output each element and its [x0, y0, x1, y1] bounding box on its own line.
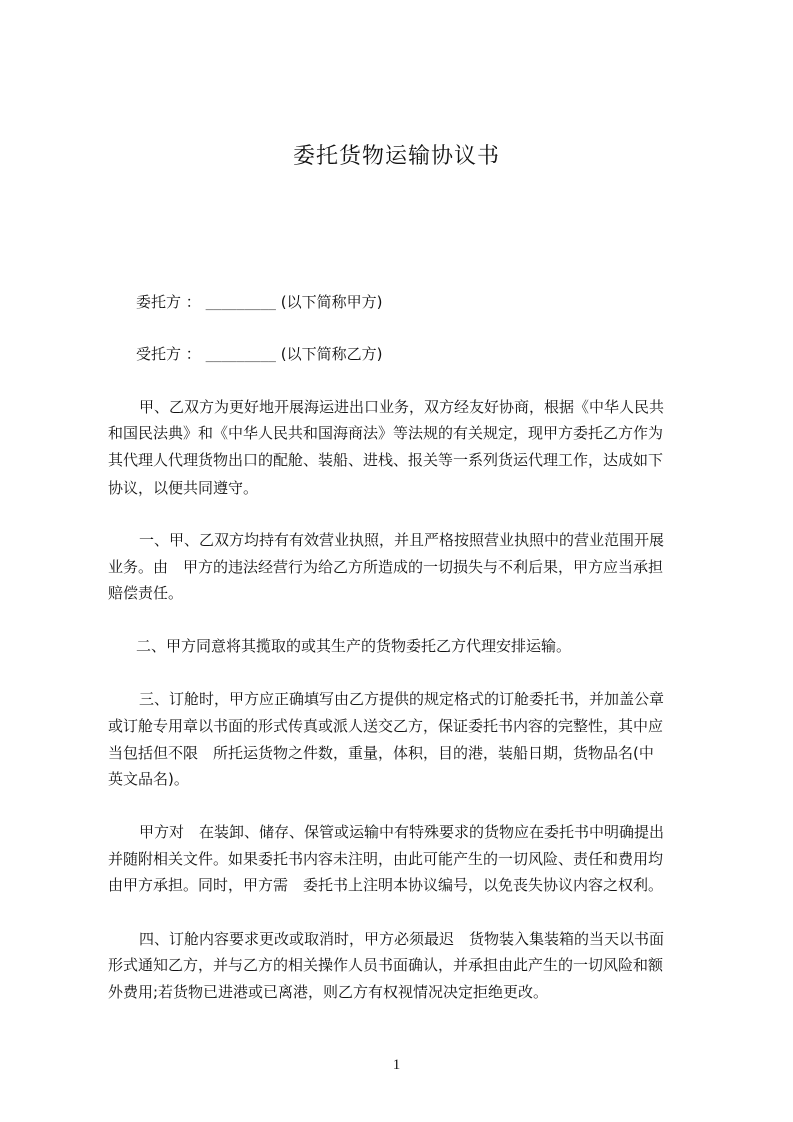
paragraph-line: 形式通知乙方，并与乙方的相关操作人员书面确认，并承担由此产生的一切风险和额 [108, 956, 664, 974]
party-agent-note: (以下简称乙方) [280, 345, 383, 363]
paragraph-line: 一、甲、乙双方均持有有效营业执照，并且严格按照营业执照中的营业范围开展 [139, 531, 665, 549]
party-agent-label: 受托方 ： [136, 345, 201, 363]
paragraph-line: 甲方对 在装卸、储存、保管或运输中有特殊要求的货物应在委托书中明确提出 [139, 823, 665, 841]
party-principal [136, 291, 383, 315]
paragraph-line: 当包括但不限 所托运货物之件数，重量，体积，目的港，装船日期，货物品名(中 [108, 744, 654, 762]
paragraph-line: 外费用;若货物已进港或已离港，则乙方有权视情况决定拒绝更改。 [108, 983, 549, 1001]
paragraph-line: 四、订舱内容要求更改或取消时，甲方必须最迟 货物装入集装箱的当天以书面 [139, 930, 665, 948]
paragraph-line: 协议，以便共同遵守。 [108, 479, 259, 497]
party-principal-blank: _________ [205, 296, 277, 311]
page-number: 1 [392, 1057, 401, 1073]
paragraph-line: 并随附相关文件。如果委托书内容未注明，由此可能产生的一切风险、责任和费用均 [108, 850, 664, 868]
paragraph-line: 或订舱专用章以书面的形式传真或派人送交乙方，保证委托书内容的完整性，其中应 [108, 717, 664, 735]
party-agent-blank: _________ [205, 348, 277, 363]
paragraph-line: 和国民法典》和《中华人民共和国海商法》等法规的有关规定，现甲方委托乙方作为 [108, 424, 664, 442]
paragraph-line: 甲、乙双方为更好地开展海运进出口业务，双方经友好协商，根据《中华人民共 [139, 398, 665, 416]
paragraph-line: 三、订舱时，甲方应正确填写由乙方提供的规定格式的订舱委托书，并加盖公章 [139, 690, 665, 708]
party-principal-label: 委托方 ： [136, 293, 201, 311]
paragraph-line: 业务。由 甲方的违法经营行为给乙方所造成的一切损失与不利后果，甲方应当承担 [108, 558, 664, 576]
paragraph-line: 由甲方承担。同时，甲方需 委托书上注明本协议编号，以免丧失协议内容之权利。 [108, 876, 664, 894]
document-title: 委托货物运输协议书 [292, 144, 500, 169]
paragraph-line: 二、甲方同意将其揽取的或其生产的货物委托乙方代理安排运输。 [136, 637, 572, 655]
paragraph-line: 英文品名)。 [108, 770, 189, 788]
paragraph-line: 赔偿责任。 [108, 584, 184, 602]
party-principal-note: (以下简称甲方) [280, 293, 383, 311]
paragraph-line: 其代理人代理货物出口的配舱、装船、进栈、报关等一系列货运代理工作，达成如下 [108, 451, 664, 469]
party-agent [136, 343, 383, 367]
